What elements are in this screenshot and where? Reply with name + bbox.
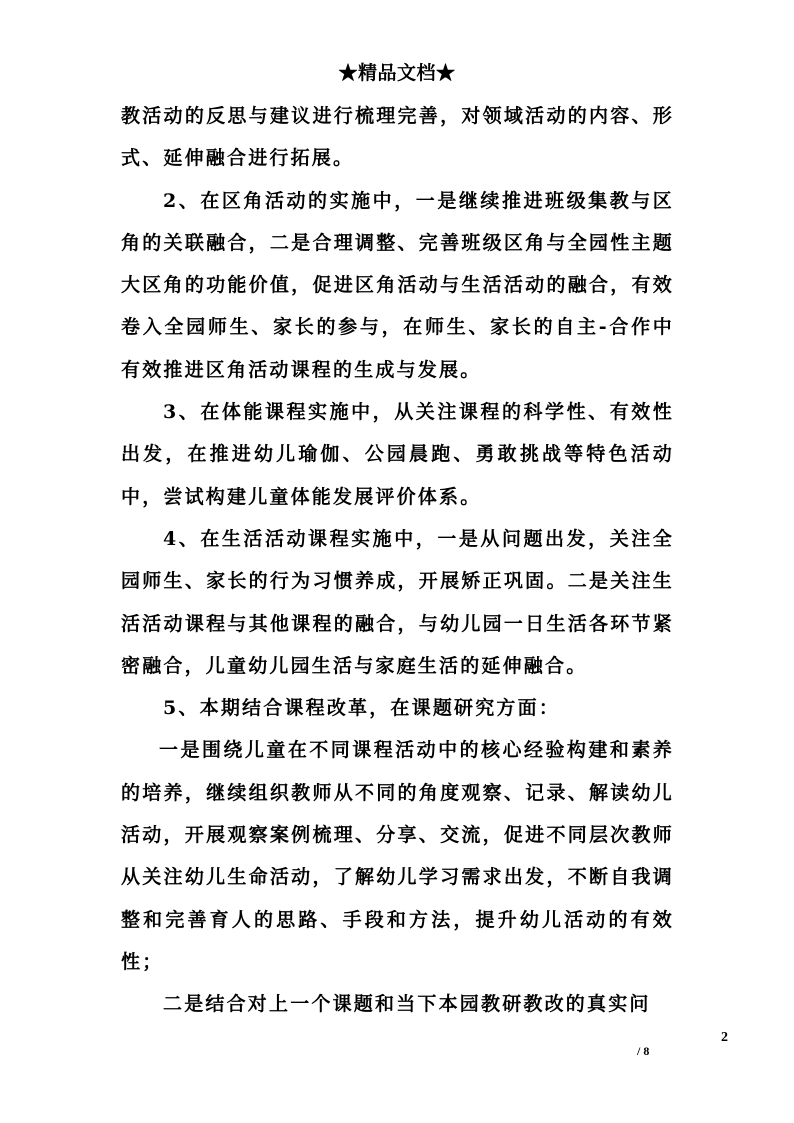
document-body [121,95,674,1026]
paragraph-6: 一是围绕儿童在不同课程活动中的核心经验构建和素养的培养，继续组织教师从不同的角度观察、记录、解读幼儿活动，开展观察案例梳理、分享、交流，促进不同层次教师从关注幼儿生命活动，了解幼儿学习需求出发，不断自我调整和完善育人的思路、手段和方法，提升幼儿活动的有效性； [121,739,674,973]
page-total: / 8 [637,1044,650,1058]
page-number: 2 [721,1030,728,1045]
paragraph-7: 二是结合对上一个课题和当下本园教研教改的真实问 [163,993,651,1016]
paragraph-4: 4、在生活活动课程实施中，一是从问题出发，关注全园师生、家长的行为习惯养成，开展矫正巩固。二是关注生活活动课程与其他课程的融合，与幼儿园一日生活各环节紧密融合，儿童幼儿园生活与家庭生活的延伸融合。 [121,527,674,677]
document-header-title: ★精品文档★ [338,62,456,84]
paragraph-2: 2、在区角活动的实施中，一是继续推进班级集教与区角的关联融合，二是合理调整、完善班级区角与全园性主题大区角的功能价值，促进区角活动与生活活动的融合，有效卷入全园师生、家长的参与，在师生、家长的自主-合作中有效推进区角活动课程的生成与发展。 [121,189,674,381]
paragraph-5: 5、本期结合课程改革，在课题研究方面： [163,697,561,720]
paragraph-1: 教活动的反思与建议进行梳理完善，对领域活动的内容、形式、延伸融合进行拓展。 [121,105,674,170]
paragraph-3: 3、在体能课程实施中，从关注课程的科学性、有效性出发，在推进幼儿瑜伽、公园晨跑、勇敢挑战等特色活动中，尝试构建儿童体能发展评价体系。 [121,401,674,508]
